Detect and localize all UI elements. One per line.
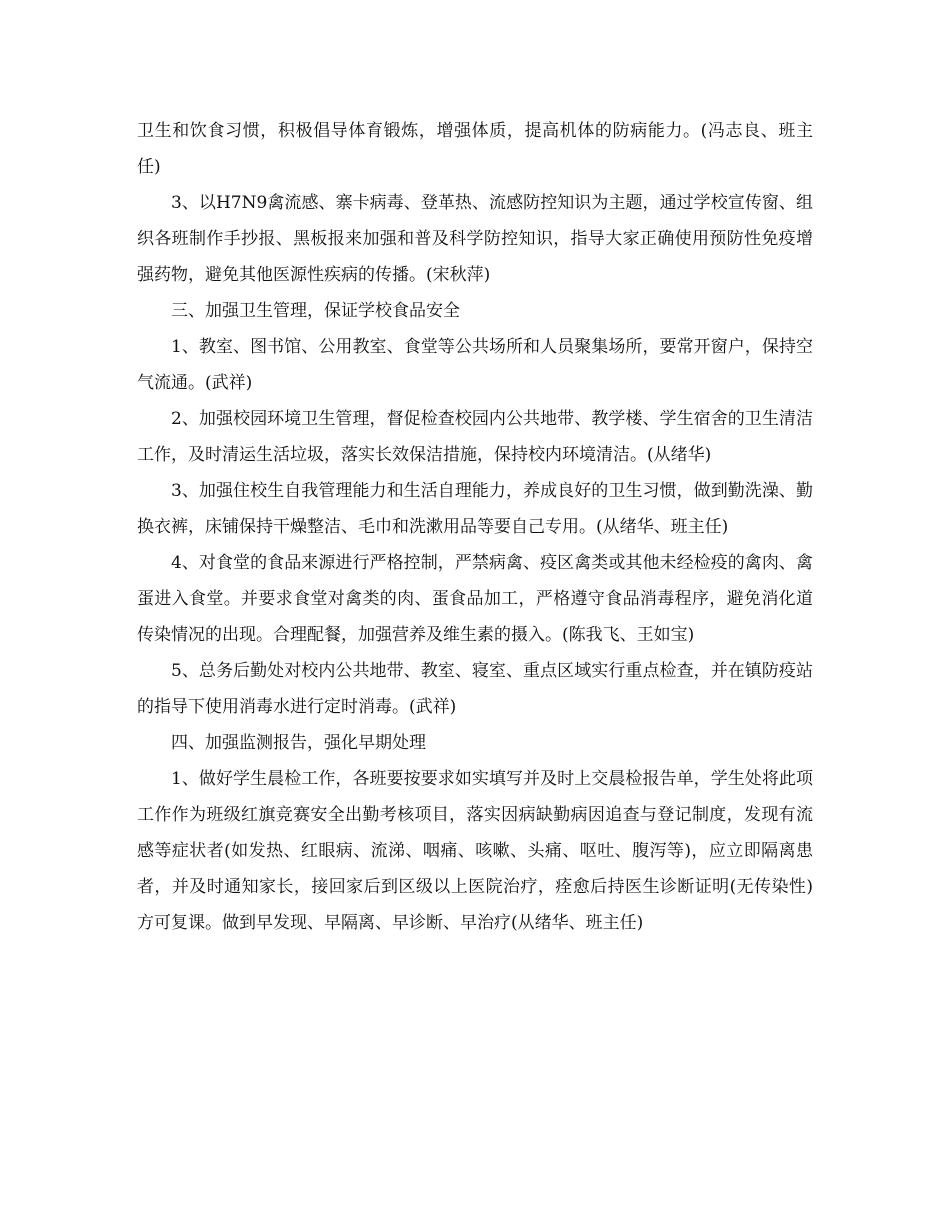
paragraph-item-1-ventilation: 1、教室、图书馆、公用教室、食堂等公共场所和人员聚集场所，要常开窗户，保持空气流通。(武祥): [137, 337, 813, 393]
section-heading-4: 四、加强监测报告，强化早期处理: [171, 733, 426, 753]
paragraph-item-4-canteen-food: 4、对食堂的食品来源进行严格控制，严禁病禽、疫区禽类或其他未经检疫的禽肉、禽蛋进入食堂。并要求食堂对禽类的肉、蛋食品加工，严格遵守食品消毒程序，避免消化道传染情况的出现。合理配餐，加强营养及维生素的摄入。(陈我飞、王如宝): [137, 553, 813, 645]
paragraph-item-2-campus-hygiene: 2、加强校园环境卫生管理，督促检查校园内公共地带、教学楼、学生宿舍的卫生清洁工作，及时清运生活垃圾，落实长效保洁措施，保持校内环境清洁。(从绪华): [137, 409, 813, 465]
document-body: [137, 113, 813, 941]
paragraph-item-5-disinfection: 5、总务后勤处对校内公共地带、教室、寝室、重点区域实行重点检查，并在镇防疫站的指导下使用消毒水进行定时消毒。(武祥): [137, 661, 813, 717]
section-heading-3: 三、加强卫生管理，保证学校食品安全: [171, 301, 460, 321]
paragraph-item-3-dorm-habits: 3、加强住校生自我管理能力和生活自理能力，养成良好的卫生习惯，做到勤洗澡、勤换衣裤，床铺保持干燥整洁、毛巾和洗漱用品等要自己专用。(从绪华、班主任): [137, 481, 813, 537]
paragraph-item-3-publicity: 3、以H7N9禽流感、寨卡病毒、登革热、流感防控知识为主题，通过学校宣传窗、组织各班制作手抄报、黑板报来加强和普及科学防控知识，指导大家正确使用预防性免疫增强药物，避免其他医源性疾病的传播。(宋秋萍): [137, 193, 813, 285]
paragraph-continuation: 卫生和饮食习惯，积极倡导体育锻炼，增强体质，提高机体的防病能力。(冯志良、班主任): [137, 121, 813, 177]
paragraph-item-1-morning-check: 1、做好学生晨检工作，各班要按要求如实填写并及时上交晨检报告单，学生处将此项工作作为班级红旗竞赛安全出勤考核项目，落实因病缺勤病因追查与登记制度，发现有流感等症状者(如发热、红眼病、流涕、咽痛、咳嗽、头痛、呕吐、腹泻等)，应立即隔离患者，并及时通知家长，接回家后到区级以上医院治疗，痊愈后持医生诊断证明(无传染性)方可复课。做到早发现、早隔离、早诊断、早治疗(从绪华、班主任): [137, 769, 813, 933]
